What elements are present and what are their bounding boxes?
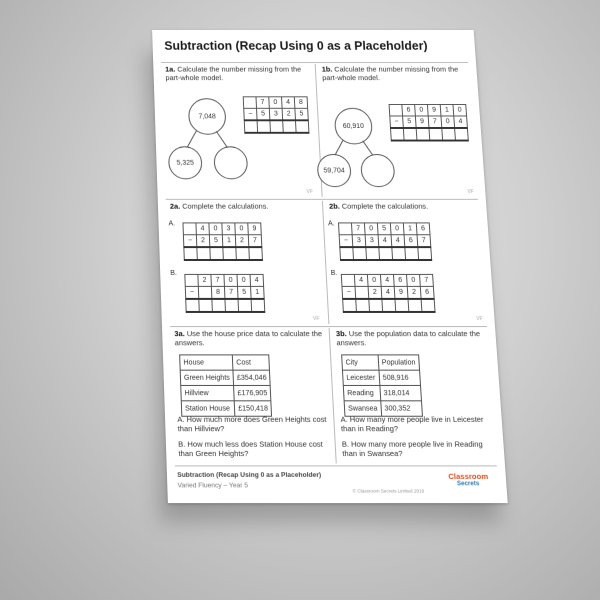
worksheet-title: Subtraction (Recap Using 0 as a Placeholder) — [164, 39, 428, 53]
column-subtraction-1a — [243, 96, 310, 133]
bottom-number-row: − 5 3 2 5 — [244, 108, 309, 120]
answer-row[interactable] — [186, 299, 265, 312]
table-row: Reading 318,014 — [343, 385, 421, 400]
bottom-number-row: − 3 3 4 4 6 7 — [339, 235, 431, 247]
copyright: © Classroom Secrets Limited 2019 — [352, 488, 425, 494]
table-header-row: House Cost — [180, 355, 270, 370]
question-number: 1b. — [321, 64, 333, 74]
top-number-row: 7 0 5 0 1 6 — [338, 223, 430, 235]
corner-mark: VF — [467, 189, 475, 195]
divider — [329, 328, 337, 463]
part-label: A. — [327, 220, 335, 228]
divider — [322, 201, 330, 324]
question-2a — [170, 203, 320, 212]
top-number-row: 6 0 9 1 0 — [389, 104, 466, 116]
top-number-row: 7 0 4 8 — [243, 97, 307, 108]
question-1a — [165, 66, 313, 83]
part-whole-part: 59,704 — [316, 154, 351, 187]
column-subtraction-2b-a — [338, 222, 432, 261]
part-whole-missing[interactable] — [213, 146, 248, 179]
question-3a — [174, 330, 324, 348]
question-3a-part-b: B. How much less does Station House cost than Green Heights? — [178, 439, 323, 459]
question-text: Use the house price data to calculate the answers. — [174, 329, 323, 348]
question-1b — [322, 66, 470, 83]
question-3b-part-a: A. How many more people live in Leicester than in Reading? — [340, 414, 484, 434]
table-row: Swansea 300,352 — [344, 401, 422, 416]
table-row: Green Heights £354,046 — [180, 370, 270, 385]
table-row: Hillview £176,905 — [181, 385, 271, 400]
top-number-row: 2 7 0 0 4 — [185, 274, 264, 286]
part-whole-whole: 60,910 — [334, 108, 374, 145]
part-whole-missing[interactable] — [360, 154, 396, 187]
question-text: Complete the calculations. — [341, 201, 429, 211]
bottom-number-row: − 2 5 1 2 7 — [183, 235, 261, 247]
question-number: 2a. — [169, 201, 181, 211]
answer-row[interactable] — [391, 128, 469, 141]
part-label: A. — [168, 220, 176, 228]
column-subtraction-2a-b — [184, 274, 265, 313]
footer-title: Subtraction (Recap Using 0 as a Placeholder) — [177, 471, 322, 479]
part-whole-part: 5,325 — [168, 146, 203, 179]
question-text: Complete the calculations. — [182, 201, 269, 211]
divider — [166, 199, 478, 200]
part-whole-whole: 7,048 — [188, 98, 227, 134]
divider — [175, 465, 497, 466]
question-text: Use the population data to calculate the answers. — [336, 329, 481, 348]
column-subtraction-2b-b — [341, 274, 436, 313]
question-number: 3a. — [174, 329, 185, 339]
logo-line-2: Secrets — [456, 481, 480, 488]
top-number-row: 4 0 4 6 0 7 — [341, 274, 433, 286]
part-label: B. — [330, 269, 338, 277]
logo-line-1: Classroom — [448, 471, 489, 482]
classroom-secrets-logo — [448, 472, 497, 493]
divider — [170, 326, 487, 327]
part-label: B. — [170, 269, 178, 277]
bottom-number-row: − 5 9 7 0 4 — [390, 116, 468, 128]
question-text: Calculate the number missing from the part-whole model. — [322, 64, 459, 82]
column-subtraction-1b — [389, 104, 469, 142]
question-number: 1a. — [165, 64, 176, 74]
top-number-row: 4 0 3 0 9 — [183, 223, 261, 235]
question-3b-part-b: B. How many more people live in Reading than in Swansea? — [341, 439, 483, 459]
table-row: Leicester 508,916 — [342, 370, 420, 385]
question-text: Calculate the number missing from the part-whole model. — [165, 64, 302, 82]
question-3a-part-a: A. How much more does Green Heights cost than Hillview? — [177, 414, 327, 434]
answer-row[interactable] — [343, 299, 435, 312]
answer-row[interactable] — [184, 247, 263, 260]
question-number: 3b. — [335, 329, 347, 339]
answer-row[interactable] — [340, 247, 432, 260]
answer-row[interactable] — [244, 120, 309, 133]
table-header-row: City Population — [342, 355, 420, 370]
worksheet-page — [152, 30, 508, 503]
question-number: 2b. — [328, 201, 341, 211]
table-row: Station House £150,418 — [181, 401, 272, 416]
house-price-table — [179, 354, 272, 416]
column-subtraction-2a-a — [182, 222, 263, 261]
corner-mark: VF — [306, 189, 314, 195]
bottom-number-row: − 2 4 9 2 6 — [342, 286, 434, 299]
footer-subtitle: Varied Fluency – Year 5 — [177, 482, 249, 490]
question-2b — [329, 203, 479, 212]
question-3b — [336, 330, 489, 348]
population-table — [341, 354, 423, 416]
bottom-number-row: − 8 7 5 1 — [185, 286, 264, 299]
corner-mark: VF — [476, 315, 483, 323]
divider — [161, 62, 468, 63]
corner-mark: VF — [312, 315, 320, 323]
